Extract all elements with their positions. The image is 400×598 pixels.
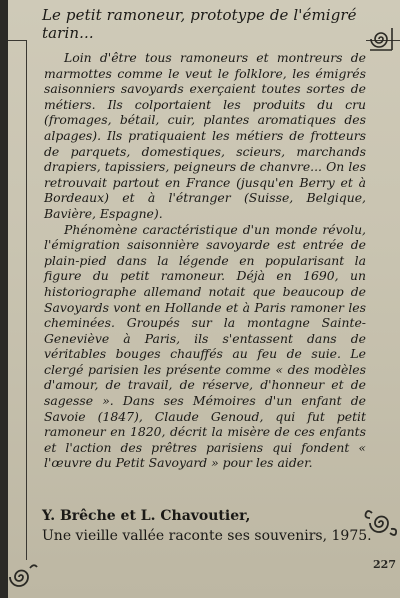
article-paragraph: Phénomène caractéristique d'un monde révolu, l'émigration saisonnière savoyarde est entrée de plain-pied dans la légende en popularisant la figure du petit ramoneur. Déjà en 1690, un historiographe allemand notait que beaucoup de Savoyards vont en Hollande et à Paris ramoner les cheminées. Groupés sur la montagne Sainte-Geneviève à Paris, ils s'entassent dans de véritables bouges chauffés au feu de suie. Le clergé parisien les présente comme « des modèles d'amour, de travail, de réserve, d'honneur et de sagesse ». Dans ses Mémoires d'un enfant de Savoie (1847), Claude Genoud, qui fut petit ramoneur en 1820, décrit la misère de ces enfants et l'action des prêtres parisiens qui fondent « l'œuvre du Petit Savoyard » pour les aider. xyxy=(44,221,366,471)
book-page xyxy=(8,0,400,598)
frame-rule-top-left xyxy=(8,40,26,41)
credit-authors: Y. Brêche et L. Chavoutier, xyxy=(42,508,251,524)
article-body xyxy=(44,50,366,471)
page-header-title: Le petit ramoneur, prototype de l'émigré tarin... xyxy=(42,6,357,42)
page-number: 227 xyxy=(373,558,396,571)
spiral-ornament-icon xyxy=(8,560,38,594)
frame-rule-left xyxy=(26,40,27,560)
article-paragraph: Loin d'être tous ramoneurs et montreurs de marmottes comme le veut le folklore, les émigrés saisonniers savoyards exerçaient toutes sortes de métiers. Ils colportaient les produits du cru (fromages, bétail, cuir, plantes aromatiques des alpages). Ils pratiquaient les métiers de frotteurs de parquets, domestiques, scieurs, marchands drapiers, tapissiers, peigneurs de chanvre... On les retrouvait partout en France (jusqu'en Berry et à Bordeaux) et à l'étranger (Suisse, Belgique, Bavière, Espagne). xyxy=(44,50,366,221)
spiral-ornament-icon xyxy=(364,507,398,539)
credit-source: Une vieille vallée raconte ses souvenirs, 1975. xyxy=(42,528,372,544)
spiral-ornament-icon xyxy=(368,26,394,52)
